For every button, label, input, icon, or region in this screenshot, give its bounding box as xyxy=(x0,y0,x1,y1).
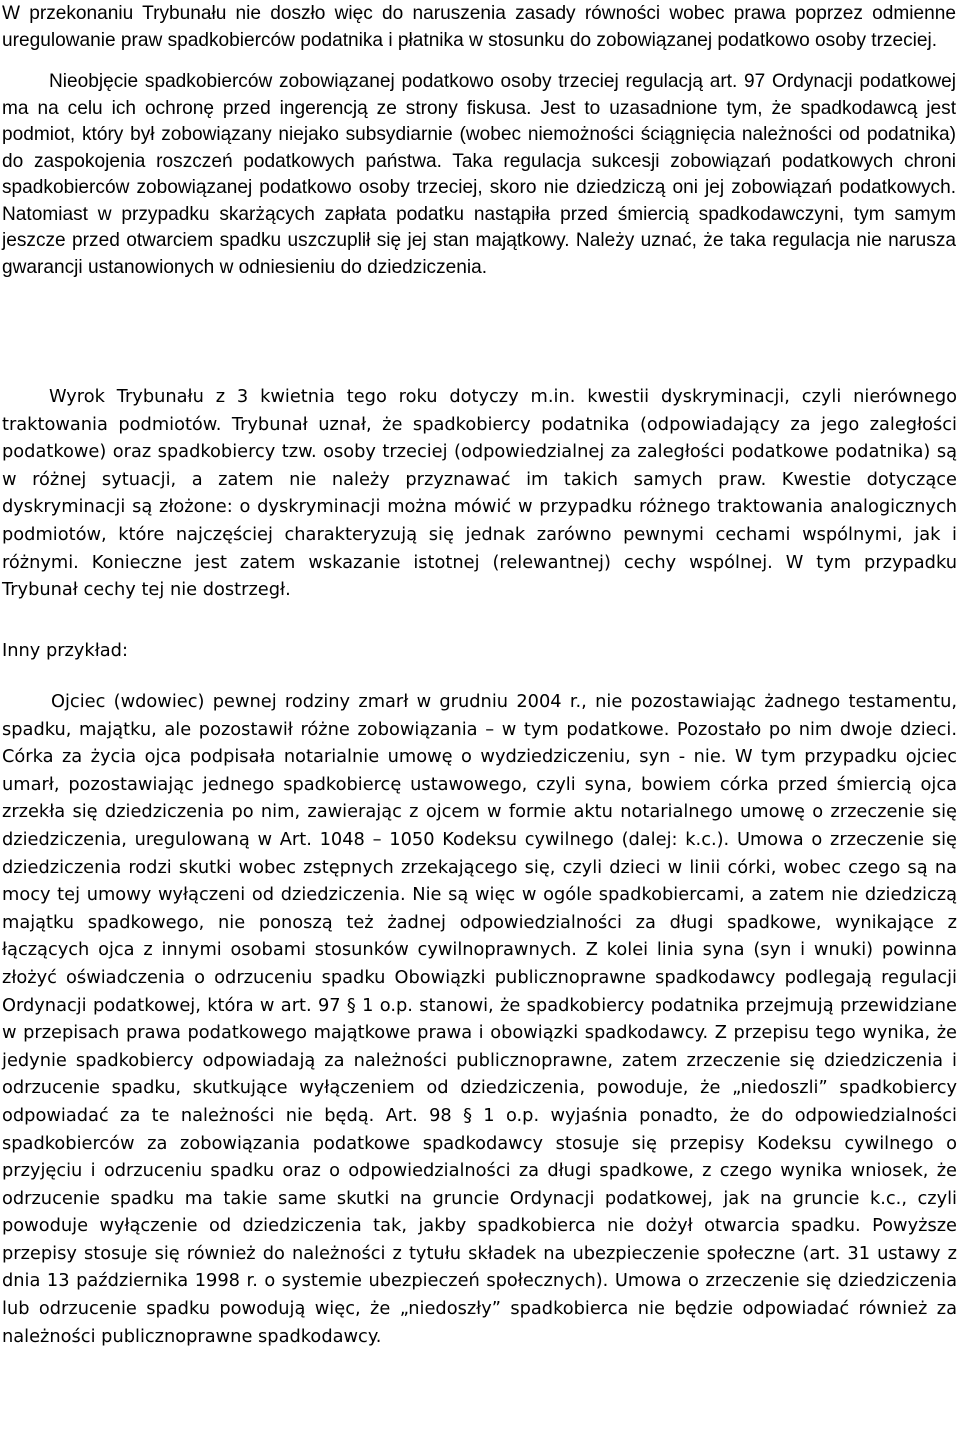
paragraph-conclusion: W przekonaniu Trybunału nie doszło więc do naruszenia zasady równości wobec prawa poprzez odmienne uregulowanie praw spadkobierców podatnika i płatnika w stosunku do zobowiązanej podatkowo osoby trzeciej. xyxy=(2,3,956,51)
paragraph-example: Ojciec (wdowiec) pewnej rodziny zmarł w grudniu 2004 r., nie pozostawiając żadnego testamentu, spadku, majątku, ale pozostawił różne zobowiązania – w tym podatkowe. Pozostało po nim dwoje dzieci. Córka za życia ojca podpisała notarialnie umowę o wydziedziczeniu, syn - nie. W tym przypadku ojciec umarł, pozostawiając jednego spadkobiercę ustawowego, czyli syna, bowiem córka przed śmiercią ojca zrzekła się dziedziczenia po nim, zawierając z ojcem w formie aktu notarialnego umowę o zrzeczenie się dziedziczenia, uregulowaną w Art. 1048 – 1050 Kodeksu cywilnego (dalej: k.c.). Umowa o zrzeczenie się dziedziczenia rodzi skutki wobec zstępnych zrzekającego się, czyli dzieci w linii córki, wobec czego są na mocy tej umowy wyłączeni od dziedziczenia. Nie są więc w ogóle spadkobiercami, a zatem nie dziedziczą majątku spadkowego, nie ponoszą też żadnej odpowiedzialności za długi spadkowe, wynikające z łączących ojca z innymi osobami stosunków cywilnoprawnych. Z kolei linia syna (syn i wnuki) powinna złożyć oświadczenia o odrzuceniu spadku Obowiązki publicznoprawne spadkodawcy podlegają regulacji Ordynacji podatkowej, która w art. 97 § 1 o.p. stanowi, że spadkobiercy podatnika przejmują przewidziane w przepisach prawa podatkowego majątkowe prawa i obowiązki spadkodawcy. Z przepisu tego wynika, że jedynie spadkobiercy odpowiadają za należności publicznoprawne, zatem zrzeczenie się dziedziczenia i odrzucenie spadku, skutkujące wyłączeniem od dziedziczenia, powoduje, że „niedoszli” spadkobiercy odpowiadać za te należności nie będą. Art. 98 § 1 o.p. wyjaśnia ponadto, że do odpowiedzialności spadkobierców za zobowiązania podatkowe spadkodawcy stosuje się przepisy Kodeksu cywilnego o przyjęciu i odrzuceniu spadku oraz o odpowiedzialności za długi spadkowe, z czego wynika wniosek, że odrzucenie spadku ma takie same skutki na gruncie Ordynacji podatkowej, jak na gruncie k.c., czyli powoduje wyłączenie od dziedziczenia tak, jakby spadkobierca nie dożył otwarcia spadku. Powyższe przepisy stosuje się również do należności z tytułu składek na ubezpieczenie społeczne (art. 31 ustawy z dnia 13 października 1998 r. o systemie ubezpieczeń społecznych). Umowa o zrzeczenie się dziedziczenia lub odrzucenie spadku powodują więc, że „niedoszły” spadkobierca nie będzie odpowiadać również za należności publicznoprawne spadkodawcy. xyxy=(2,691,957,1347)
paragraph-judgment: Wyrok Trybunału z 3 kwietnia tego roku dotyczy m.in. kwestii dyskryminacji, czyli nierównego traktowania podmiotów. Trybunał uznał, że spadkobiercy podatnika (odpowiadający za jego zaległości podatkowe) oraz spadkobiercy tzw. osoby trzeciej (odpowiedzialnej za zaległości podatkowe podatnika) są w różnej sytuacji, a zatem nie należy przyznawać im takich samych praw. Kwestie dotyczące dyskryminacji są złożone: o dyskryminacji można mówić w przypadku różnego traktowania analogicznych podmiotów, które najczęściej charakteryzują się jednak zarówno pewnymi cechami wspólnymi, jak i różnymi. Konieczne jest zatem wskazanie istotnej (relewantnej) cechy wspólnej. W tym przypadku Trybunał cechy tej nie dostrzegł. xyxy=(2,386,957,601)
paragraph-third-party-heirs: Nieobjęcie spadkobierców zobowiązanej podatkowo osoby trzeciej regulacją art. 97 Ordynacji podatkowej ma na celu ich ochronę przed ingerencją ze strony fiskusa. Jest to uzasadnione tym, że spadkodawcą jest podmiot, który był zobowiązany niejako subsydiarnie (wobec niemożności ściągnięcia należności od podatnika) do zaspokojenia roszczeń podatkowych państwa. Taka regulacja sukcesji zobowiązań podatkowych chroni spadkobierców zobowiązanej podatkowo osoby trzeciej, skoro nie dziedziczą oni jej zobowiązań podatkowych. Natomiast w przypadku skarżących zapłata podatku nastąpiła przed śmiercią spadkodawczyni, tym samym jeszcze przed otwarciem spadku uszczuplił się jej stan majątkowy. Należy uznać, że taka regulacja nie narusza gwarancji ustanowionych w odniesieniu do dziedziczenia. xyxy=(2,71,956,278)
paragraph-another-example-heading: Inny przykład: xyxy=(2,640,128,661)
